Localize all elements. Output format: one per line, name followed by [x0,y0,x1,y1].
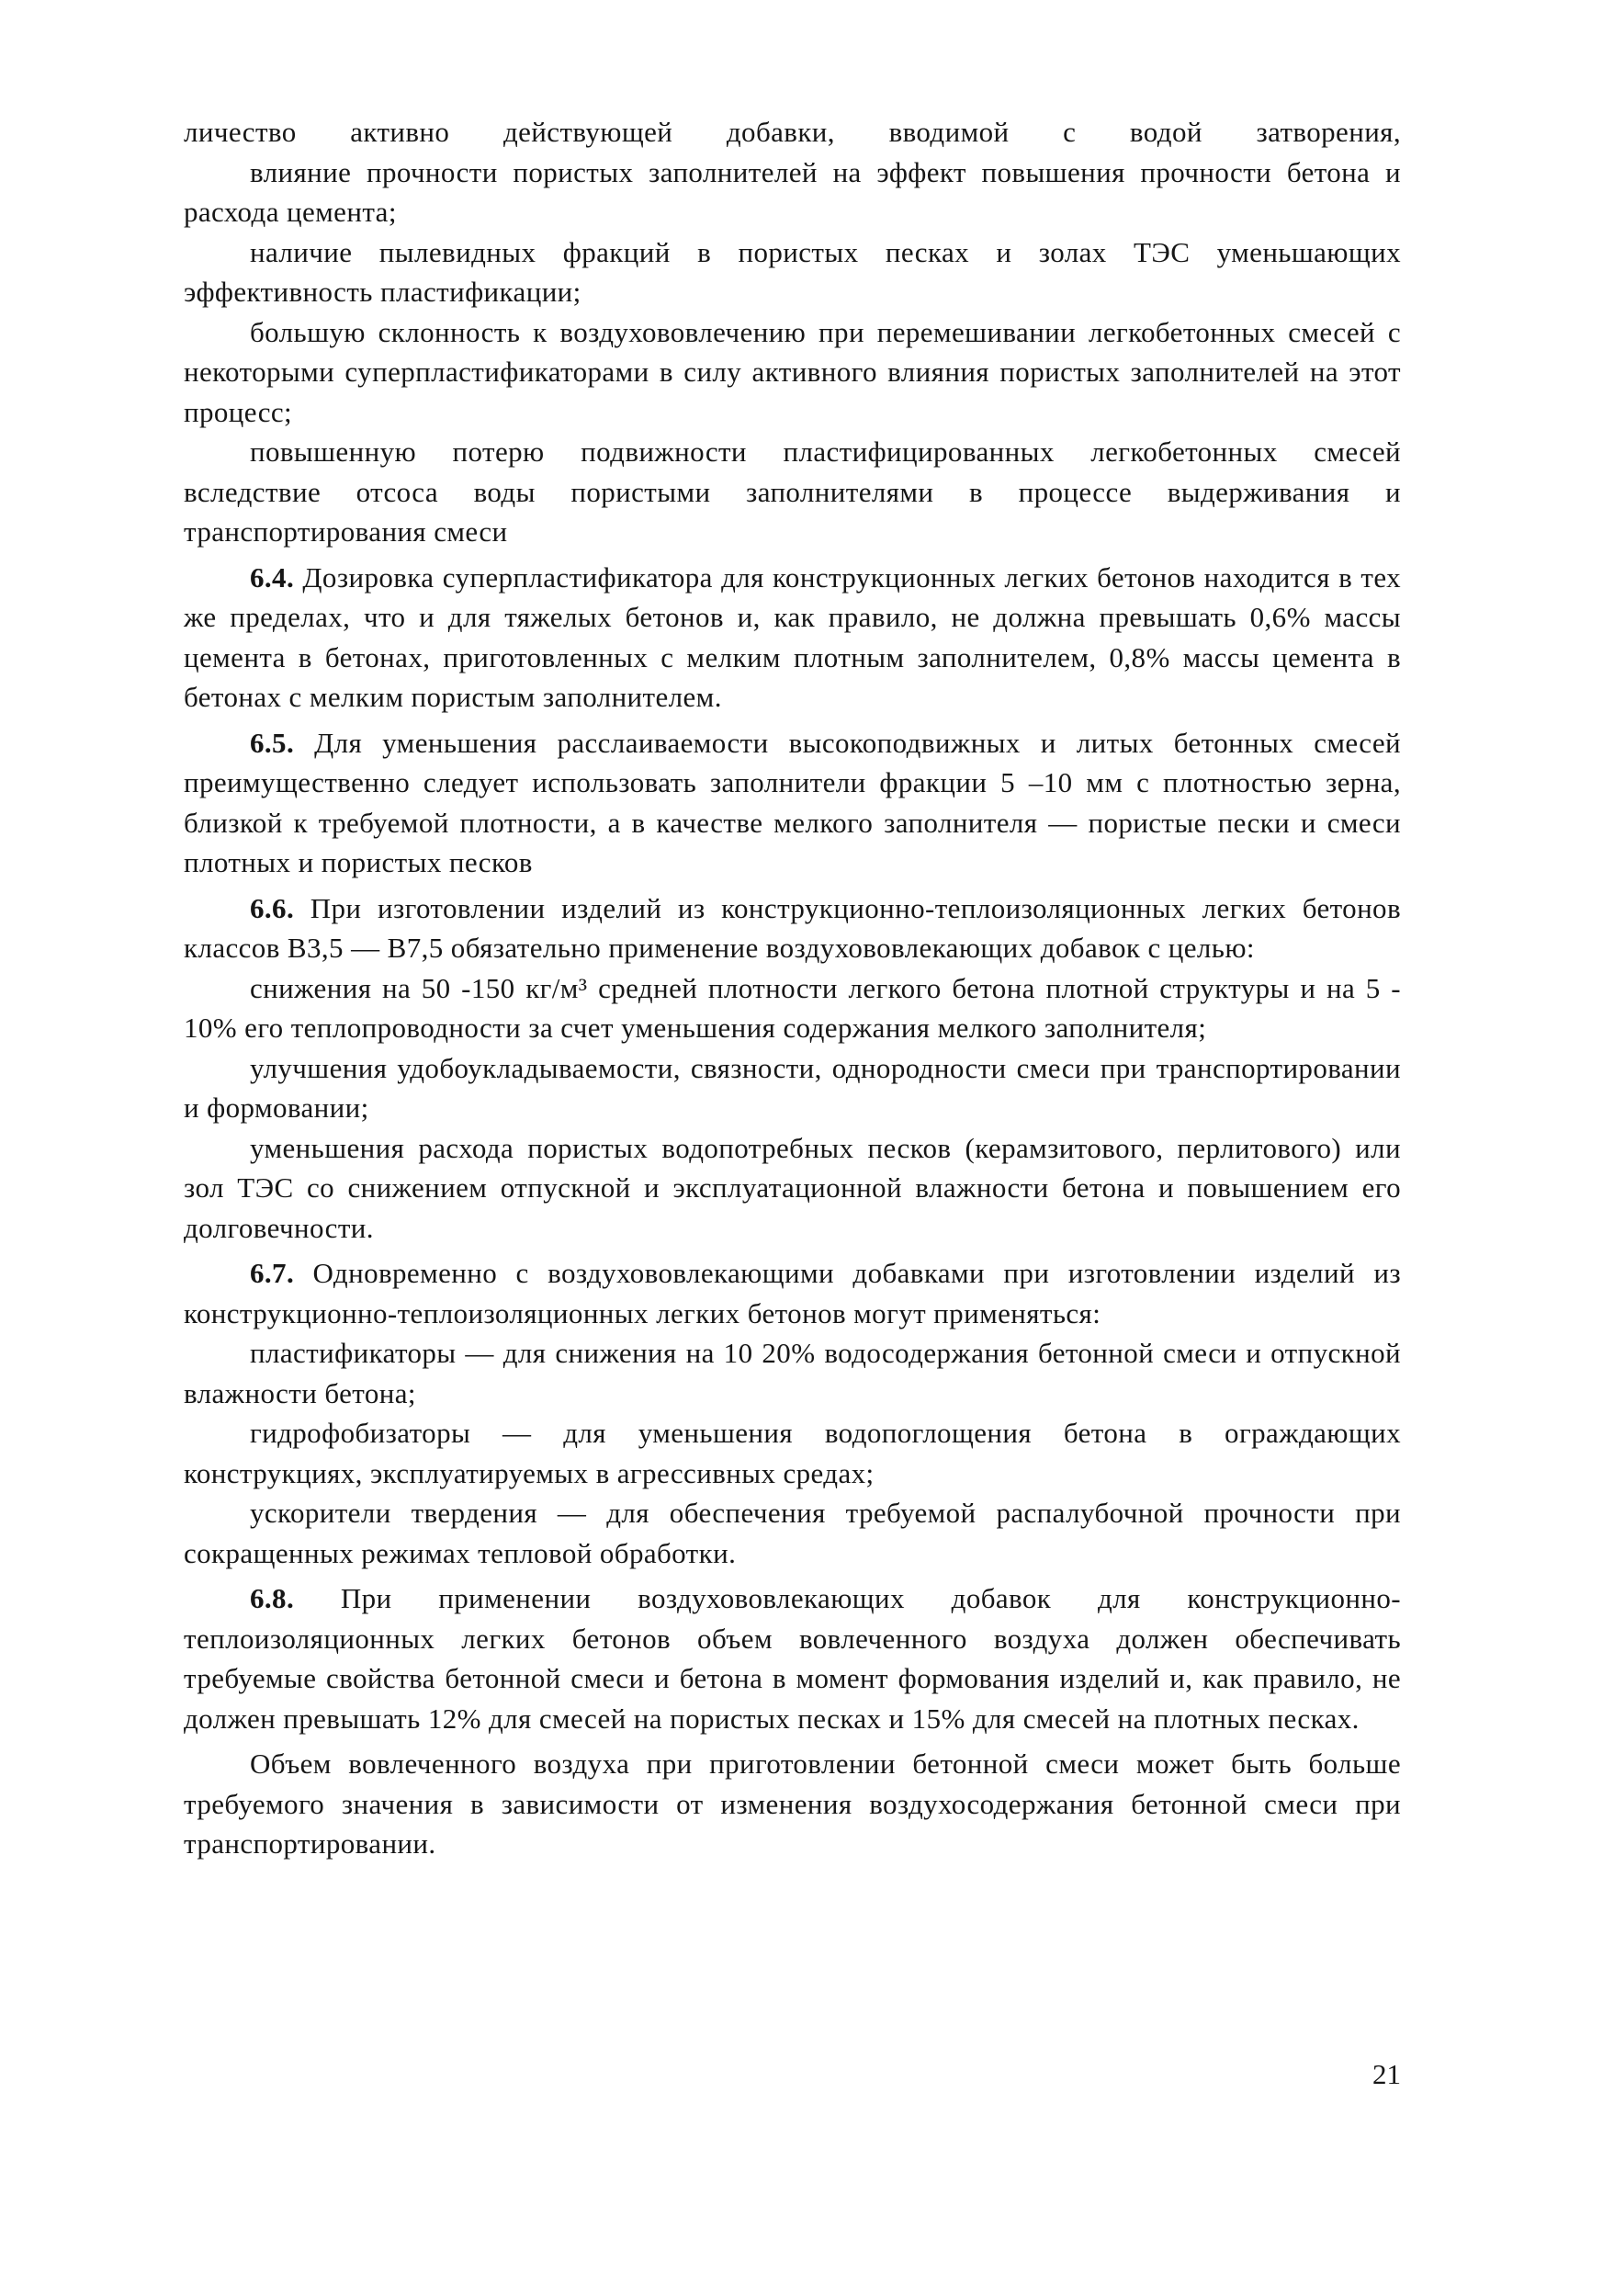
section-text: При применении воздухововлекающих добавок для конструкционно-теплоизоляционных легких бетонов объем вовлеченного воздуха должен обеспечивать требуемые свойства бетонной смеси и бетона в момент формования изделий и, как правило, не должен превышать 12% для смесей на пористых песках и 15% для смесей на плотных песках. [184,1582,1401,1735]
page-number: 21 [1372,2058,1401,2090]
section-number: 6.4. [250,560,295,594]
section-text: При изготовлении изделий из конструкционно-теплоизоляционных легких бетонов классов В3,5 — В7,5 обязательно применение воздухововлекающих добавок с целью: [184,891,1401,964]
section-text: Дозировка суперпластификатора для конструкционных легких бетонов находится в тех же пределах, что и для тяжелых бетонов и, как правило, не должна превышать 0,6% массы цемента в бетонах, приготовленных с мелким плотным заполнителем, 0,8% массы цемента в бетонах с мелким пористым заполнителем. [184,560,1402,713]
list-item-dust-fractions: наличие пылевидных фракций в пористых песках и золах ТЭС уменьшающих эффективность пластификации; [184,235,1401,308]
paragraph-air-volume: Объем вовлеченного воздуха при приготовлении бетонной смеси может быть больше требуемого значения в зависимости от изменения воздухосодержания бетонной смеси при транспортировании. [184,1747,1401,1860]
list-item-sand-reduction: уменьшения расхода пористых водопотребных песков (керамзитового, перлитового) или зол ТЭС со снижением отпускной и эксплуатационной влажности бетона и повышением его долговечности. [184,1131,1401,1244]
list-item-strength-influence: влияние прочности пористых заполнителей на эффект повышения прочности бетона и расхода цемента; [184,155,1401,228]
section-text: Для уменьшения расслаиваемости высокоподвижных и литых бетонных смесей преимущественно следует использовать заполнители фракции 5 –10 мм с плотностью зерна, близкой к требуемой плотности, а в качестве мелкого заполнителя — пористые пески и смеси плотных и пористых песков [184,726,1401,878]
section-text: Одновременно с воздухововлекающими добавками при изготовлении изделий из конструкционно-теплоизоляционных легких бетонов могут применяться: [184,1257,1401,1329]
list-item-workability: улучшения удобоукладываемости, связности, однородности смеси при транспортировании и формовании; [184,1051,1401,1124]
section-number: 6.7. [250,1257,295,1289]
list-item-density-reduction: снижения на 50 -150 кг/м³ средней плотности легкого бетона плотной структуры и на 5 - 10% его теплопроводности за счет уменьшения содержания мелкого заполнителя; [184,971,1401,1044]
section-6-6 [184,888,1401,968]
section-number: 6.8. [250,1582,295,1614]
document-page [184,112,1401,1864]
section-number: 6.6. [250,891,295,924]
section-6-7 [184,1253,1401,1333]
list-item-plasticizers: пластификаторы — для снижения на 10 20% водосодержания бетонной смеси и отпускной влажности бетона; [184,1337,1401,1409]
section-6-8 [184,1578,1401,1738]
list-item-hydrophobizers: гидрофобизаторы — для уменьшения водопоглощения бетона в ограждающих конструкциях, эксплуатируемых в агрессивных средах; [184,1417,1401,1489]
list-item-air-entrainment: большую склонность к воздухововлечению при перемешивании легкобетонных смесей с некоторыми суперпластификаторами в силу активного влияния пористых заполнителей на этот процесс; [184,315,1401,428]
list-item-mobility-loss: повышенную потерю подвижности пластифицированных легкобетонных смесей вследствие отсоса воды пористыми заполнителями в процессе выдерживания и транспортирования смеси [184,435,1401,548]
section-number: 6.5. [250,726,295,759]
section-6-4 [184,558,1401,718]
paragraph-continuation: личество активно действующей добавки, вводимой с водой затворения, [184,116,1401,148]
section-6-5 [184,723,1401,883]
list-item-accelerators: ускорители твердения — для обеспечения требуемой распалубочной прочности при сокращенных режимах тепловой обработки. [184,1497,1401,1569]
